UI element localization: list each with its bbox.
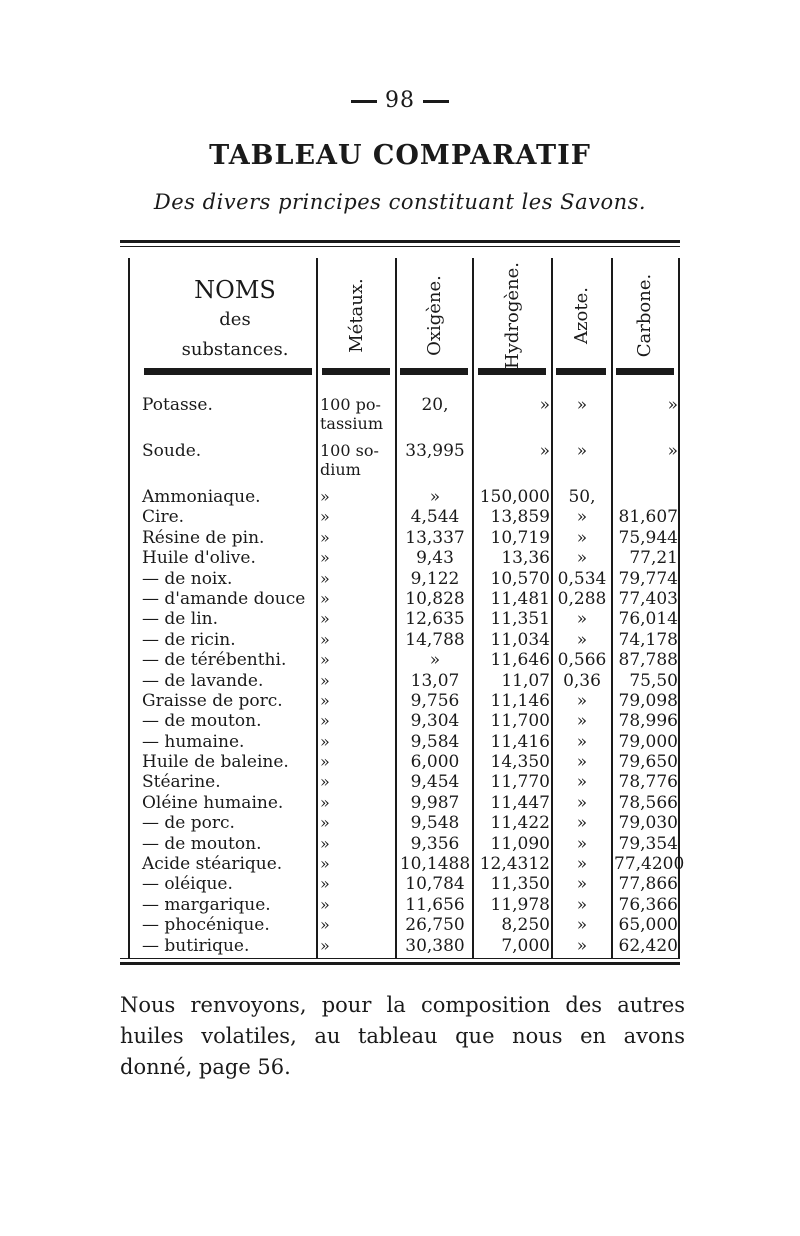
cell-metaux: » [320, 629, 330, 649]
cell-metaux: » [320, 548, 330, 568]
cell-azote: » [576, 441, 588, 461]
cell-carbone: 75,944 [618, 527, 678, 548]
cell-substance: — d'amande douce [142, 588, 306, 609]
table-row [120, 895, 680, 915]
cell-substance: Potasse. [142, 395, 213, 415]
cell-metaux: » [320, 731, 330, 751]
cell-oxygene: 13,07 [410, 670, 460, 691]
cell-oxygene: 12,635 [405, 609, 465, 630]
table-row [120, 671, 680, 691]
header-bar-oxygene [400, 368, 468, 375]
cell-oxygene: 9,122 [410, 568, 460, 589]
cell-azote: » [576, 527, 588, 548]
cell-hydrogene: 12,4312 [479, 854, 550, 875]
cell-oxygene: 4,544 [410, 507, 460, 528]
cell-substance: Acide stéarique. [142, 854, 283, 875]
cell-azote: » [576, 935, 588, 956]
cell-carbone: 75,50 [629, 670, 678, 691]
cell-azote: » [576, 609, 588, 630]
table-row [120, 854, 685, 875]
cell-oxygene: 9,304 [410, 711, 460, 732]
header-azote-label: Azote. [570, 286, 592, 344]
cell-oxygene: 10,828 [405, 588, 465, 609]
cell-hydrogene: 11,770 [490, 772, 550, 793]
header-azote [546, 260, 616, 370]
cell-azote: » [576, 711, 588, 732]
cell-hydrogene: 150,000 [479, 487, 550, 507]
cell-azote: » [576, 772, 588, 793]
table-row [120, 650, 680, 670]
cell-metaux: » [320, 833, 330, 853]
cell-substance: — de lin. [142, 609, 218, 630]
cell-azote: » [576, 548, 588, 569]
cell-hydrogene: 11,700 [490, 711, 550, 732]
cell-azote: » [576, 813, 588, 834]
cell-oxygene: 9,43 [416, 548, 454, 569]
header-names [140, 275, 330, 365]
cell-hydrogene: 11,07 [501, 670, 550, 691]
page-subtitle: Des divers principes constituant les Savons. [153, 190, 647, 214]
cell-oxygene: 9,454 [410, 772, 460, 793]
cell-hydrogene: 11,481 [490, 588, 550, 609]
header-hydrogene [477, 260, 547, 370]
cell-azote: » [576, 833, 588, 854]
cell-metaux: » [320, 752, 330, 772]
cell-substance: Oléine humaine. [142, 792, 284, 813]
table-row [120, 936, 680, 956]
cell-metaux: » [320, 670, 330, 690]
cell-hydrogene: 13,859 [490, 507, 550, 528]
table-row [120, 772, 680, 792]
cell-substance: — butirique. [142, 935, 250, 956]
cell-oxygene: » [429, 487, 441, 507]
cell-substance: Ammoniaque. [142, 487, 261, 507]
cell-oxygene: 14,788 [405, 629, 465, 650]
table-bottom-rule [120, 962, 680, 965]
cell-substance: Cire. [142, 507, 185, 528]
cell-metaux: » [320, 792, 330, 812]
table-row [120, 915, 680, 935]
comparison-table [120, 240, 685, 975]
cell-azote: 0,288 [557, 588, 607, 609]
cell-oxygene: 9,987 [410, 792, 460, 813]
cell-azote: » [576, 629, 588, 650]
cell-substance: — de térébenthi. [142, 650, 287, 671]
cell-azote: » [576, 752, 588, 773]
cell-azote: » [576, 395, 588, 415]
page-number-value: 98 [385, 88, 415, 113]
page-number [0, 88, 800, 113]
cell-hydrogene: » [539, 441, 550, 461]
cell-substance: — oléique. [142, 874, 233, 895]
cell-carbone: 77,866 [618, 874, 678, 895]
cell-oxygene: » [429, 650, 441, 671]
cell-hydrogene: 13,36 [501, 548, 550, 569]
cell-substance: — humaine. [142, 731, 245, 752]
cell-hydrogene: 11,416 [490, 731, 550, 752]
cell-metaux: » [320, 894, 330, 914]
cell-carbone: 78,996 [618, 711, 678, 732]
table-row [120, 609, 680, 629]
cell-hydrogene: 11,447 [490, 792, 550, 813]
cell-carbone: 81,607 [618, 507, 678, 528]
cell-hydrogene: » [539, 395, 550, 415]
page-number-dash-right [423, 100, 449, 103]
header-names-line3: substances. [181, 339, 289, 360]
cell-oxygene: 9,756 [410, 690, 460, 711]
cell-carbone: 79,774 [618, 568, 678, 589]
cell-metaux: » [320, 854, 330, 874]
header-carbone [610, 260, 680, 370]
header-oxygene-label: Oxigène. [423, 274, 445, 356]
cell-azote: » [576, 915, 588, 936]
cell-carbone: 74,178 [618, 629, 678, 650]
cell-azote: » [576, 894, 588, 915]
header-metaux [321, 260, 391, 370]
cell-substance: — de mouton. [142, 833, 262, 854]
table-row [120, 589, 680, 609]
cell-azote: 0,534 [557, 568, 607, 589]
cell-metaux: » [320, 915, 330, 935]
cell-metaux: » [320, 568, 330, 588]
table-row [120, 711, 680, 731]
cell-carbone: 77,21 [629, 548, 678, 569]
header-carbone-label: Carbone. [634, 273, 656, 357]
table-body [120, 395, 685, 956]
cell-metaux: » [320, 487, 330, 506]
cell-substance: Huile d'olive. [142, 548, 256, 569]
cell-azote: » [576, 792, 588, 813]
table-top-rule [120, 240, 680, 243]
header-bar-azote [556, 368, 606, 375]
header-oxygene [399, 260, 469, 370]
cell-carbone: 79,030 [618, 813, 678, 834]
table-row [120, 834, 680, 854]
cell-hydrogene: 11,090 [490, 833, 550, 854]
cell-carbone: 65,000 [618, 915, 678, 936]
cell-azote: » [576, 690, 588, 711]
cell-metaux: » [320, 772, 330, 792]
cell-carbone: 79,098 [618, 690, 678, 711]
cell-oxygene: 33,995 [405, 441, 465, 461]
cell-carbone: 76,366 [618, 894, 678, 915]
cell-metaux: » [320, 588, 330, 608]
cell-carbone: 79,354 [618, 833, 678, 854]
cell-substance: Stéarine. [142, 772, 221, 793]
cell-oxygene: 9,356 [410, 833, 460, 854]
cell-carbone: 79,000 [618, 731, 678, 752]
table-row [120, 548, 680, 568]
cell-substance: — de lavande. [142, 670, 264, 691]
header-names-line2: des [219, 309, 251, 330]
cell-substance: — de porc. [142, 813, 235, 834]
cell-metaux: 100 po-tassium [320, 395, 383, 433]
cell-substance: — de ricin. [142, 629, 236, 650]
cell-azote: » [576, 507, 588, 528]
cell-metaux: » [320, 711, 330, 731]
cell-oxygene: 20, [421, 395, 449, 415]
table-row [120, 441, 680, 487]
cell-hydrogene: 7,000 [501, 935, 550, 956]
cell-carbone: 76,014 [618, 609, 678, 630]
cell-hydrogene: 14,350 [490, 752, 550, 773]
cell-carbone: 87,788 [618, 650, 678, 671]
cell-substance: Résine de pin. [142, 527, 265, 548]
table-row [120, 813, 680, 833]
table-top-rule-thin [120, 246, 680, 247]
cell-oxygene: 10,784 [405, 874, 465, 895]
cell-hydrogene: 11,646 [490, 650, 550, 671]
table-row [120, 507, 680, 527]
cell-carbone: 62,420 [618, 935, 678, 956]
cell-hydrogene: 11,978 [490, 894, 550, 915]
cell-oxygene: 10,1488 [399, 854, 471, 875]
cell-oxygene: 11,656 [405, 894, 465, 915]
cell-carbone: 78,776 [618, 772, 678, 793]
cell-hydrogene: 8,250 [501, 915, 550, 936]
table-row [120, 752, 680, 772]
table-row [120, 630, 680, 650]
cell-azote: 0,36 [563, 670, 601, 691]
cell-hydrogene: 11,350 [490, 874, 550, 895]
cell-carbone: 79,650 [618, 752, 678, 773]
cell-metaux: » [320, 650, 330, 670]
cell-carbone: » [667, 441, 678, 461]
page-number-dash-left [351, 100, 377, 103]
cell-metaux: » [320, 690, 330, 710]
cell-hydrogene: 11,351 [490, 609, 550, 630]
cell-carbone: 78,566 [618, 792, 678, 813]
cell-metaux: » [320, 507, 330, 527]
table-row [120, 528, 680, 548]
cell-hydrogene: 10,719 [490, 527, 550, 548]
header-bar-carbone [616, 368, 674, 375]
header-bar-metaux [322, 368, 390, 375]
cell-substance: — phocénique. [142, 915, 270, 936]
cell-hydrogene: 11,146 [490, 690, 550, 711]
table-row [120, 487, 680, 507]
cell-metaux: » [320, 527, 330, 547]
table-row [120, 793, 680, 813]
page-title: TABLEAU COMPARATIF [209, 140, 591, 171]
cell-substance: Graisse de porc. [142, 690, 283, 711]
footer-note: Nous renvoyons, pour la composition des autres huiles volatiles, au tableau que nous en avons donné, page 56. [120, 993, 685, 1079]
cell-azote: » [576, 731, 588, 752]
table-row [120, 569, 680, 589]
cell-substance: — margarique. [142, 894, 271, 915]
cell-substance: Soude. [142, 441, 202, 461]
cell-azote: 0,566 [557, 650, 607, 671]
table-row [120, 691, 680, 711]
cell-oxygene: 9,548 [410, 813, 460, 834]
cell-carbone: 77,403 [618, 588, 678, 609]
cell-oxygene: 26,750 [405, 915, 465, 936]
cell-substance: — de mouton. [142, 711, 262, 732]
table-row [120, 732, 680, 752]
table-row [120, 874, 680, 894]
header-metaux-label: Métaux. [345, 277, 367, 353]
cell-azote: » [576, 854, 588, 875]
table-bottom-rule-thin [120, 958, 680, 959]
cell-substance: — de noix. [142, 568, 233, 589]
header-hydrogene-label: Hydrogène. [501, 261, 523, 369]
cell-oxygene: 9,584 [410, 731, 460, 752]
cell-azote: 50, [568, 487, 596, 507]
cell-metaux: » [320, 813, 330, 833]
header-bar-names [144, 368, 312, 375]
cell-metaux: 100 so-dium [320, 441, 379, 479]
header-names-line1: NOMS [194, 276, 276, 304]
cell-carbone: » [667, 395, 678, 415]
cell-metaux: » [320, 935, 330, 955]
cell-substance: Huile de baleine. [142, 752, 289, 773]
cell-oxygene: 13,337 [405, 527, 465, 548]
table-row [120, 395, 680, 441]
cell-hydrogene: 11,422 [490, 813, 550, 834]
cell-carbone: 77,4200 [614, 854, 685, 875]
cell-hydrogene: 10,570 [490, 568, 550, 589]
cell-hydrogene: 11,034 [490, 629, 550, 650]
header-bar-hydrogene [478, 368, 546, 375]
cell-metaux: » [320, 609, 330, 629]
cell-metaux: » [320, 874, 330, 894]
cell-oxygene: 30,380 [405, 935, 465, 956]
cell-azote: » [576, 874, 588, 895]
cell-oxygene: 6,000 [410, 752, 460, 773]
